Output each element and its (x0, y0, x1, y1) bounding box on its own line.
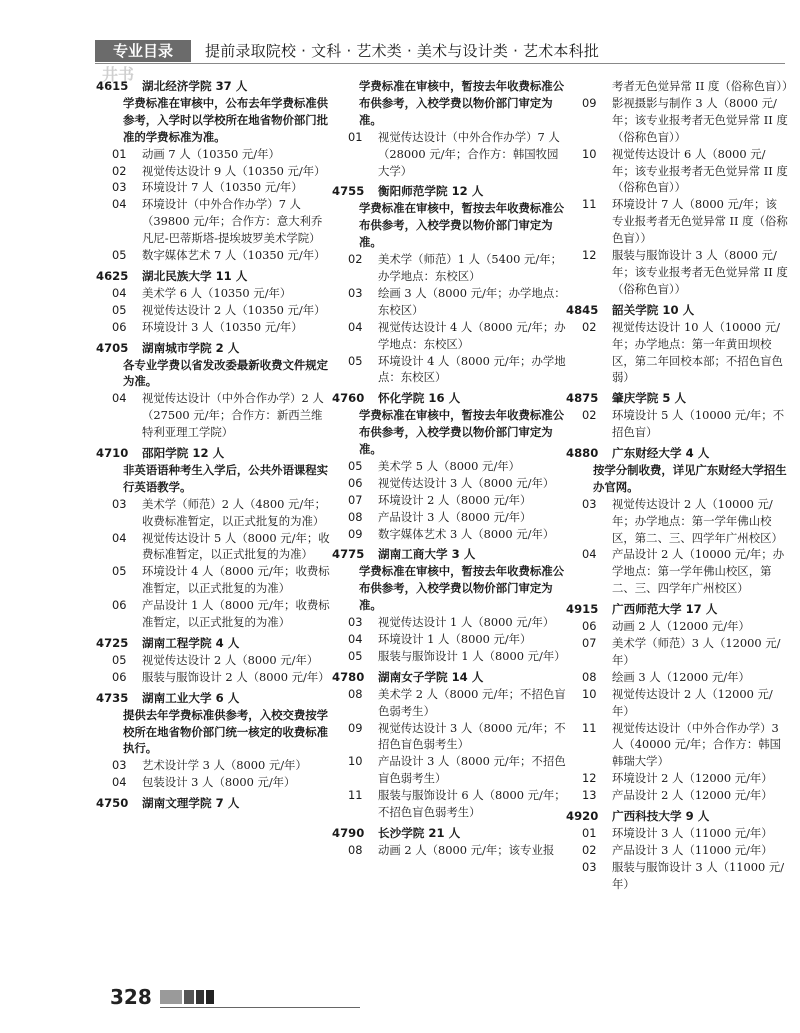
major-code: 05 (348, 648, 363, 663)
header-rule (95, 63, 785, 64)
spacer (332, 859, 568, 863)
major-text: 环境设计 7 人（8000 元/年；该专业报考者无色觉异常 II 度（俗称色盲）） (612, 197, 788, 246)
school-code: 4915 (566, 602, 599, 617)
major-item (332, 648, 568, 665)
page-number: 328 (110, 985, 152, 1009)
major-text: 包装设计 3 人（8000 元/年） (142, 775, 296, 790)
major-code: 12 (582, 248, 597, 263)
school-name: 衡阳师范学院 12 人 (378, 184, 484, 199)
major-text: 环境设计 3 人（11000 元/年） (612, 825, 773, 840)
school-code: 4790 (332, 825, 365, 840)
school-name: 湖南文理学院 7 人 (142, 796, 240, 811)
major-code: 02 (582, 319, 597, 334)
major-item (566, 407, 788, 441)
school-name: 湖南工商大学 3 人 (378, 547, 476, 562)
major-item (332, 129, 568, 180)
school-heading (96, 690, 332, 707)
major-code: 09 (348, 720, 363, 735)
major-item (96, 597, 332, 631)
school-code: 4920 (566, 809, 599, 824)
major-text: 环境设计 7 人（10350 元/年） (142, 180, 303, 195)
school-code: 4625 (96, 268, 129, 283)
major-code: 03 (582, 859, 597, 874)
major-item (566, 146, 788, 197)
school-name: 湖南女子学院 14 人 (378, 669, 484, 684)
major-code: 04 (112, 197, 127, 212)
major-text: 服装与服饰设计 1 人（8000 元/年） (378, 648, 566, 663)
major-code: 09 (582, 95, 597, 110)
major-code: 02 (582, 408, 597, 423)
major-text: 环境设计 5 人（10000 元/年；不招色盲） (612, 408, 785, 440)
major-text: 产品设计 3 人（8000 元/年；不招色盲色弱考生） (378, 754, 566, 786)
school-heading (566, 445, 788, 462)
major-text: 数字媒体艺术 3 人（8000 元/年） (378, 526, 555, 541)
major-code: 08 (582, 669, 597, 684)
major-item (96, 757, 332, 774)
major-item (566, 78, 794, 95)
school-code: 4615 (96, 79, 129, 93)
major-text: 视觉传达设计 4 人（8000 元/年；办学地点：东校区） (378, 319, 566, 351)
major-code: 01 (112, 146, 127, 161)
major-text: 产品设计 3 人（8000 元/年） (378, 509, 532, 524)
school-note: 按学分制收费，详见广东财经大学招生办官网。 (593, 462, 787, 494)
school-note: 学费标准在审核中，暂按去年收费标准公布供参考，入校学费以物价部门审定为准。 (359, 201, 565, 250)
major-text: 视觉传达设计 2 人（8000 元/年） (142, 652, 319, 667)
major-text: 环境设计 2 人（8000 元/年） (378, 492, 532, 507)
major-item (332, 753, 568, 787)
major-code: 07 (582, 636, 597, 650)
major-item (96, 319, 332, 336)
school-name: 湖南工业大学 6 人 (142, 690, 240, 705)
major-text: 视觉传达设计 1 人（8000 元/年） (378, 615, 555, 630)
school-code: 4880 (566, 446, 599, 461)
major-item (566, 618, 788, 635)
major-text: 环境设计 4 人（8000 元/年；收费标准暂定，以正式批复的为准） (142, 564, 330, 596)
major-text: 服装与服饰设计 2 人（8000 元/年） (142, 669, 330, 684)
school-note: 非英语语种考生入学后，公共外语课程实行英语教学。 (123, 462, 329, 494)
header-title: 提前录取院校 · 文科 · 艺术类 · 美术与设计类 · 艺术本科批 (205, 42, 600, 60)
major-code: 11 (582, 197, 597, 212)
major-code: 05 (112, 302, 127, 317)
major-item (96, 669, 332, 686)
major-code: 04 (112, 775, 127, 790)
major-item (96, 530, 332, 564)
major-text: 视觉传达设计 3 人（8000 元/年；不招色盲色弱考生） (378, 720, 566, 752)
major-text: 视觉传达设计（中外合作办学）7 人（28000 元/年；合作方：韩国牧园大学） (378, 129, 560, 178)
major-text: 视觉传达设计 2 人（10000 元/年；办学地点：第一学年佛山校区，第二、三、四学年广州校区） (612, 496, 783, 545)
column-left (96, 78, 332, 816)
major-item (96, 563, 332, 597)
major-item (332, 319, 568, 353)
school-code: 4735 (96, 690, 129, 705)
major-code: 03 (582, 496, 597, 511)
school-code: 4755 (332, 184, 365, 199)
school-heading (332, 546, 568, 563)
major-item (332, 353, 568, 387)
major-code: 13 (582, 788, 597, 803)
major-code: 03 (112, 496, 127, 511)
major-item (332, 251, 568, 285)
major-code: 03 (112, 758, 127, 773)
major-item (566, 247, 788, 298)
major-code: 11 (582, 720, 597, 735)
major-code: 06 (582, 619, 597, 634)
major-code: 02 (582, 842, 597, 857)
major-text: 产品设计 1 人（8000 元/年；收费标准暂定，以正式批复的为准） (142, 598, 330, 630)
major-text: 美术学（师范）1 人（5400 元/年；办学地点：东校区） (378, 252, 563, 283)
major-item (566, 95, 788, 146)
school-heading (96, 795, 332, 812)
major-code: 08 (348, 686, 363, 701)
school-note: 学费标准在审核中，暂按去年收费标准公布供参考，入校学费以物价部门审定为准。 (359, 408, 565, 457)
major-code: 03 (112, 180, 127, 195)
major-code: 10 (348, 754, 363, 769)
major-item (566, 319, 788, 387)
major-item (96, 302, 332, 319)
school-note: 学费标准在审核中，暂按去年收费标准公布供参考，入校学费以物价部门审定为准。 (359, 564, 565, 613)
school-heading (566, 390, 788, 407)
major-item (332, 720, 568, 754)
major-item (566, 686, 788, 720)
major-text: 视觉传达设计 9 人（10350 元/年） (142, 163, 326, 178)
major-item (566, 635, 788, 669)
major-text: 艺术设计学 3 人（8000 元/年） (142, 758, 307, 773)
major-code: 06 (112, 669, 127, 684)
school-name: 广东财经大学 4 人 (612, 446, 710, 461)
school-code: 4760 (332, 391, 365, 406)
major-item (332, 509, 568, 526)
major-code: 05 (348, 458, 363, 473)
major-text: 服装与服饰设计 3 人（11000 元/年） (612, 859, 785, 891)
major-code: 05 (348, 353, 363, 368)
school-note: 各专业学费以省发改委最新收费文件规定为准。 (123, 357, 329, 389)
section-label: 专业目录 (95, 40, 191, 62)
column-right (566, 78, 794, 897)
major-code: 12 (582, 771, 597, 786)
major-text: 产品设计 2 人（12000 元/年） (612, 788, 773, 803)
major-code: 03 (348, 615, 363, 630)
major-item (332, 842, 568, 859)
major-text: 服装与服饰设计 3 人（8000 元/年；该专业报考者无色觉异常 II 度（俗称色盲）） (612, 248, 788, 296)
major-text: 动画 7 人（10350 元/年） (142, 146, 280, 161)
major-text: 环境设计（中外合作办学）7 人（39800 元/年；合作方：意大利乔凡尼-巴蒂斯塔-提埃坡罗美术学院） (142, 197, 323, 246)
major-text: 视觉传达设计 2 人（10350 元/年） (142, 302, 326, 317)
school-note: 学费标准在审核中，公布去年学费标准供参考，入学时以学校所在地省物价部门批准的学费标准为准。 (123, 95, 329, 144)
school-name: 湖北经济学院 37 人 (142, 79, 248, 93)
school-heading (332, 669, 568, 686)
major-code: 11 (348, 788, 363, 803)
major-text: 视觉传达设计 2 人（12000 元/年） (612, 686, 773, 718)
major-code: 06 (112, 319, 127, 334)
spacer (96, 812, 332, 816)
header-watermark: 井书 (102, 65, 135, 84)
major-text: 美术学 2 人（8000 元/年；不招色盲色弱考生） (378, 686, 566, 718)
major-item (566, 546, 788, 597)
school-name: 广西师范大学 17 人 (612, 602, 718, 617)
school-name: 肇庆学院 5 人 (612, 391, 687, 406)
school-heading (566, 601, 788, 618)
major-code: 06 (112, 598, 127, 613)
major-code: 01 (582, 825, 597, 840)
major-item (96, 774, 332, 791)
school-name: 怀化学院 16 人 (378, 391, 461, 406)
major-text: 美术学 6 人（10350 元/年） (142, 285, 292, 300)
major-item (332, 492, 568, 509)
major-item (566, 496, 788, 547)
major-code: 10 (582, 686, 597, 701)
major-item (96, 652, 332, 669)
school-code: 4725 (96, 636, 129, 650)
major-item (566, 825, 788, 842)
major-item (332, 614, 568, 631)
major-code: 01 (348, 129, 363, 144)
major-code: 05 (112, 564, 127, 579)
major-text: 产品设计 2 人（10000 元/年；办学地点：第一学年佛山校区，第二、三、四学年广州校区） (612, 547, 785, 596)
major-item (566, 842, 788, 859)
major-code: 04 (582, 547, 597, 562)
major-item (566, 770, 788, 787)
major-text: 环境设计 2 人（12000 元/年） (612, 771, 773, 786)
major-text: 考者无色觉异常 II 度（俗称色盲）） (612, 79, 794, 93)
major-item (332, 787, 568, 821)
school-code: 4875 (566, 391, 599, 406)
major-text: 产品设计 3 人（11000 元/年） (612, 842, 773, 857)
major-code: 05 (112, 248, 127, 263)
school-name: 广西科技大学 9 人 (612, 809, 710, 824)
school-code: 4845 (566, 302, 599, 317)
major-text: 影视摄影与制作 3 人（8000 元/年；该专业报考者无色觉异常 II 度（俗称色盲）） (612, 95, 788, 144)
school-note: 学费标准在审核中，暂按去年收费标准公布供参考，入校学费以物价部门审定为准。 (359, 79, 565, 127)
major-code: 08 (348, 509, 363, 524)
major-code: 05 (112, 652, 127, 667)
major-text: 视觉传达设计（中外合作办学）2 人（27500 元/年；合作方：新西兰维特利亚理工学院） (142, 391, 324, 440)
school-name: 湖南城市学院 2 人 (142, 340, 240, 355)
school-name: 长沙学院 21 人 (378, 825, 461, 840)
school-code: 4780 (332, 669, 365, 684)
major-code: 04 (112, 285, 127, 300)
major-item (96, 179, 332, 196)
major-code: 06 (348, 475, 363, 490)
major-item (332, 458, 568, 475)
school-heading (96, 78, 332, 95)
school-note: 提供去年学费标准供参考，入校交费按学校所在地省物价部门统一核定的收费标准执行。 (123, 707, 329, 756)
major-text: 服装与服饰设计 6 人（8000 元/年；不招色盲色弱考生） (378, 788, 566, 820)
major-text: 美术学（师范）3 人（12000 元/年） (612, 636, 781, 667)
footer-rule (160, 1007, 360, 1008)
school-name: 湖北民族大学 11 人 (142, 268, 248, 283)
school-heading (332, 183, 568, 200)
column-middle (332, 78, 568, 863)
major-text: 环境设计 3 人（10350 元/年） (142, 319, 303, 334)
page-header (95, 40, 785, 62)
major-code: 07 (348, 492, 363, 507)
major-item (332, 526, 568, 543)
major-item (332, 285, 568, 319)
school-name: 韶关学院 10 人 (612, 302, 695, 317)
school-heading (96, 340, 332, 357)
major-item (332, 686, 568, 720)
major-code: 04 (112, 391, 127, 406)
major-item (96, 285, 332, 302)
school-heading (566, 808, 788, 825)
school-heading (96, 445, 332, 462)
school-code: 4775 (332, 547, 365, 562)
major-code: 10 (582, 146, 597, 161)
major-text: 视觉传达设计 5 人（8000 元/年；收费标准暂定，以正式批复的为准） (142, 530, 330, 562)
major-code: 04 (112, 530, 127, 545)
major-code: 04 (348, 632, 363, 646)
major-item (566, 859, 788, 893)
major-text: 美术学（师范）2 人（4800 元/年；收费标准暂定，以正式批复的为准） (142, 496, 327, 528)
major-item (96, 196, 332, 247)
school-name: 邵阳学院 12 人 (142, 446, 225, 461)
major-text: 环境设计 1 人（8000 元/年） (378, 632, 532, 646)
major-text: 绘画 3 人（12000 元/年） (612, 669, 750, 684)
major-text: 动画 2 人（12000 元/年） (612, 619, 750, 634)
major-text: 视觉传达设计 3 人（8000 元/年） (378, 475, 555, 490)
school-heading (332, 390, 568, 407)
major-text: 动画 2 人（8000 元/年；该专业报 (378, 842, 555, 857)
major-text: 视觉传达设计（中外合作办学）3 人（40000 元/年；合作方：韩国韩瑞大学） (612, 720, 781, 769)
major-item (96, 247, 332, 264)
school-code: 4710 (96, 446, 129, 461)
major-code: 02 (112, 163, 127, 178)
school-code: 4705 (96, 340, 129, 355)
major-code: 03 (348, 285, 363, 300)
major-item (332, 631, 568, 648)
school-code: 4750 (96, 796, 129, 811)
school-name: 湖南工程学院 4 人 (142, 636, 240, 650)
major-item (566, 787, 788, 804)
school-heading (96, 635, 332, 652)
school-heading (332, 825, 568, 842)
major-code: 02 (348, 252, 363, 267)
school-heading (566, 302, 788, 319)
major-code: 04 (348, 319, 363, 334)
major-text: 绘画 3 人（8000 元/年；办学地点：东校区） (378, 285, 566, 317)
major-item (332, 475, 568, 492)
major-text: 环境设计 4 人（8000 元/年；办学地点：东校区） (378, 353, 566, 385)
major-item (96, 146, 332, 163)
major-text: 美术学 5 人（8000 元/年） (378, 458, 521, 473)
major-item (566, 196, 788, 247)
major-code: 08 (348, 842, 363, 857)
major-item (566, 669, 788, 686)
major-item (96, 496, 332, 530)
major-text: 视觉传达设计 6 人（8000 元/年；该专业报考者无色觉异常 II 度（俗称色盲）） (612, 146, 788, 195)
major-code: 09 (348, 526, 363, 541)
major-text: 视觉传达设计 10 人（10000 元/年；办学地点：第一年黄田坝校区，第二年回校本部；不招色盲色弱） (612, 319, 783, 385)
school-heading (96, 268, 332, 285)
major-text: 数字媒体艺术 7 人（10350 元/年） (142, 248, 326, 263)
major-item (566, 720, 788, 771)
major-item (96, 163, 332, 180)
spacer (566, 893, 788, 897)
major-item (96, 390, 332, 441)
